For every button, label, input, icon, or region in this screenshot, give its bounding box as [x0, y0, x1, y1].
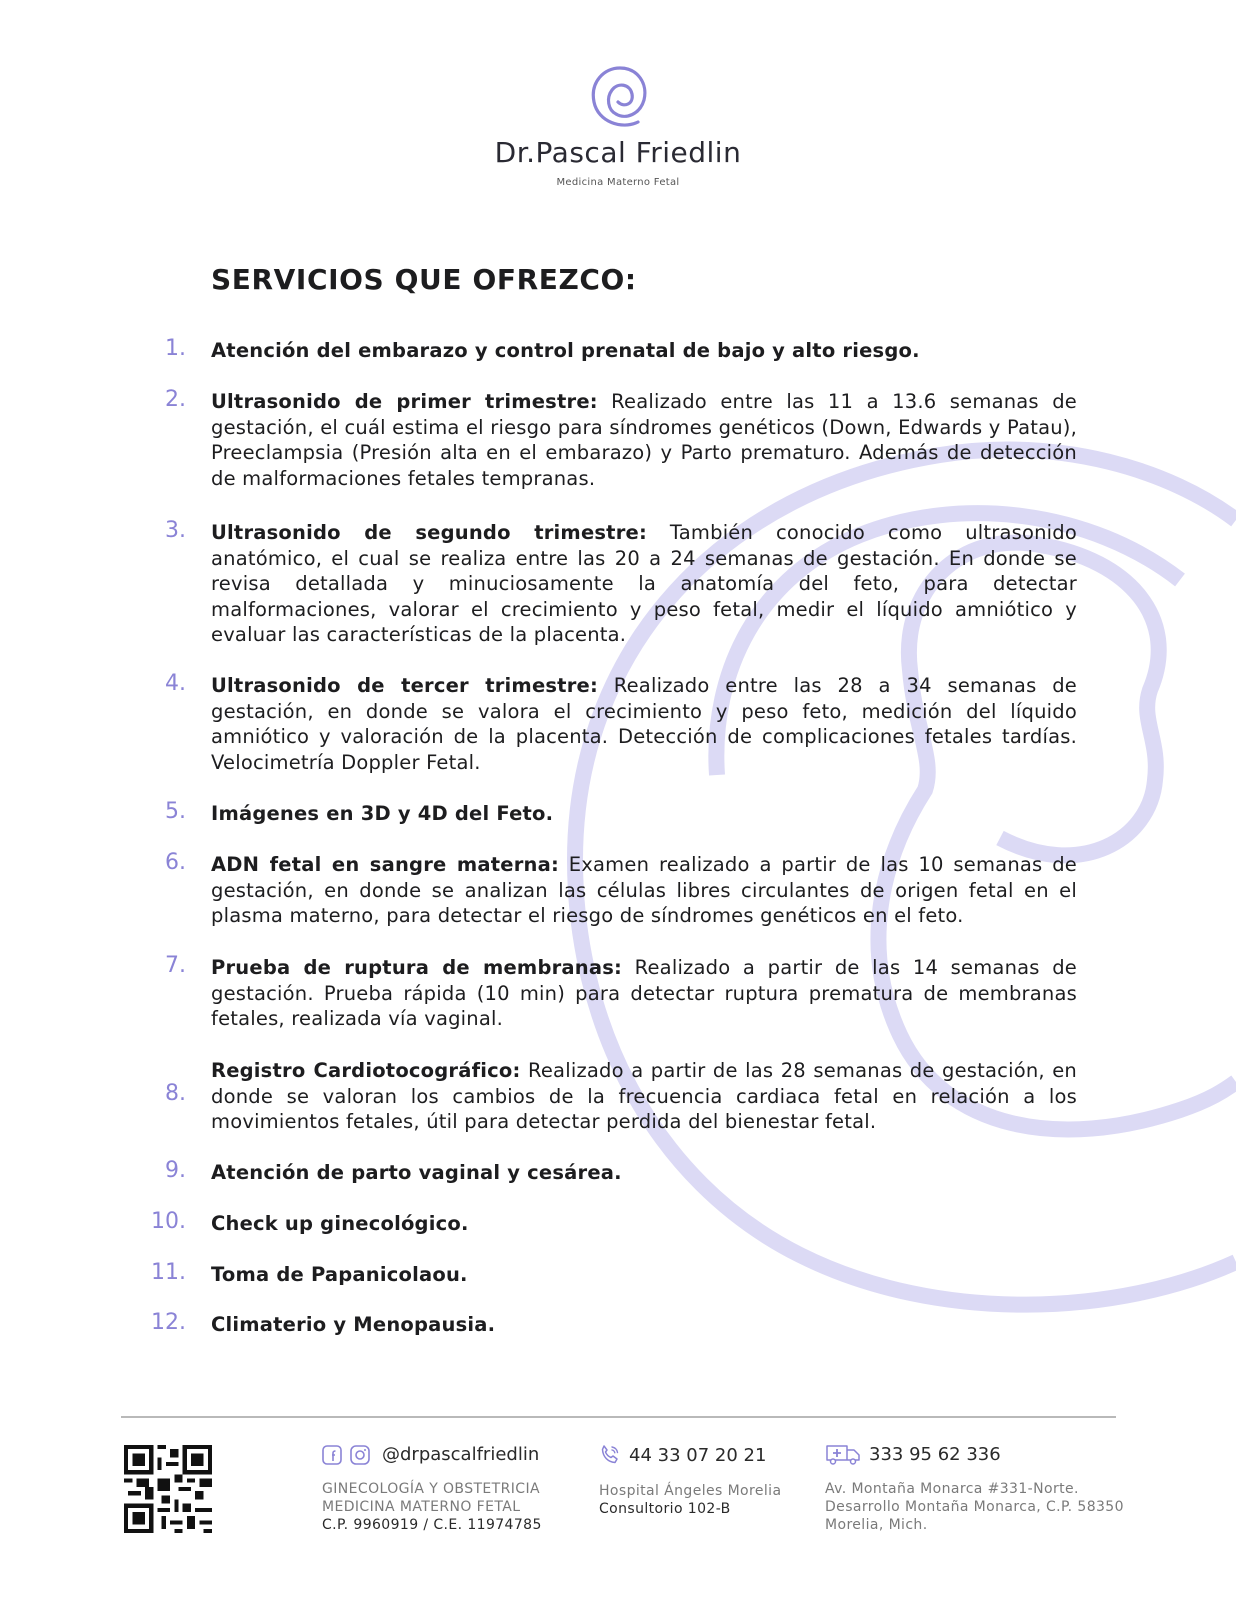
- service-description: Examen realizado a partir de las 10 semanas de gestación, en donde se analizan las células libres circulantes de origen fetal en el plasma materno, para detectar el riesgo de síndromes genéticos en el feto.: [211, 853, 1077, 927]
- service-description: Realizado a partir de las 14 semanas de gestación. Prueba rápida (10 min) para detectar ruptura prematura de membranas fetales, realizada vía vaginal.: [211, 956, 1077, 1030]
- emergency-phone[interactable]: 333 95 62 336: [869, 1443, 1001, 1465]
- specialty-block: [322, 1480, 542, 1534]
- address-line: Morelia, Mich.: [825, 1517, 928, 1533]
- service-number: 6.: [165, 850, 186, 875]
- service-number: 12.: [151, 1310, 186, 1335]
- service-heading: Ultrasonido de tercer trimestre:: [211, 674, 598, 697]
- service-number: 7.: [165, 953, 186, 978]
- service-number: 3.: [165, 518, 186, 543]
- address-block: [825, 1480, 1124, 1534]
- service-description: Realizado entre las 28 a 34 semanas de gestación, en donde se valora el crecimiento y peso feto, medición del líquido amniótico y valoración de la placenta. Detección de complicaciones fetales tardías. Velocimetría Doppler Fetal.: [211, 674, 1077, 774]
- logo-spiral-icon: [582, 62, 654, 134]
- service-text: [211, 338, 1077, 364]
- service-heading: Climaterio y Menopausia.: [211, 1313, 496, 1336]
- service-text: [211, 1262, 1077, 1288]
- service-description: También conocido como ultrasonido anatómico, el cual se realiza entre las 20 a 24 semanas de gestación. En donde se revisa detallada y minuciosamente la anatomía del feto, para detectar malformaciones, valorar el crecimiento y peso fetal, medir el líquido amniótico y evaluar las características de la placenta.: [211, 521, 1077, 646]
- office-number: Consultorio 102-B: [599, 1501, 731, 1517]
- service-description: Realizado a partir de las 28 semanas de gestación, en donde se valoran los cambios de la frecuencia cardiaca fetal en relación a los movimientos fetales, útil para detectar perdida del bienestar fetal.: [211, 1059, 1077, 1133]
- specialty-line: GINECOLOGÍA Y OBSTETRICIA: [322, 1481, 540, 1497]
- header: [0, 62, 1236, 188]
- instagram-icon[interactable]: [350, 1445, 370, 1465]
- service-heading: Prueba de ruptura de membranas:: [211, 956, 623, 979]
- service-number: 1.: [165, 336, 186, 361]
- footer-divider: [121, 1416, 1116, 1418]
- phone-row: [599, 1444, 766, 1466]
- service-text: [211, 1211, 1077, 1237]
- address-line: Av. Montaña Monarca #331-Norte.: [825, 1481, 1079, 1497]
- footer: [0, 1440, 1236, 1600]
- service-number: 5.: [165, 799, 186, 824]
- hospital-name: Hospital Ángeles Morelia: [599, 1483, 782, 1499]
- service-heading: Ultrasonido de segundo trimestre:: [211, 521, 647, 544]
- service-number: 10.: [151, 1209, 186, 1234]
- qr-code: [124, 1445, 212, 1533]
- service-number: 4.: [165, 671, 186, 696]
- service-text: [211, 801, 1077, 827]
- service-number: 11.: [151, 1260, 186, 1285]
- facebook-icon[interactable]: [322, 1445, 342, 1465]
- service-heading: Ultrasonido de primer trimestre:: [211, 390, 598, 413]
- page-title: SERVICIOS QUE OFREZCO:: [211, 263, 637, 296]
- social-row: [322, 1444, 539, 1465]
- emergency-row: [825, 1442, 1001, 1466]
- service-text: [211, 673, 1077, 775]
- ambulance-icon: [825, 1442, 861, 1466]
- service-text: [211, 1160, 1077, 1186]
- service-heading: Atención de parto vaginal y cesárea.: [211, 1161, 622, 1184]
- service-number: 9.: [165, 1158, 186, 1183]
- service-number: 8.: [165, 1081, 186, 1106]
- service-text: [211, 955, 1077, 1032]
- service-text: [211, 389, 1077, 491]
- service-text: [211, 520, 1077, 648]
- service-text: [211, 1058, 1077, 1135]
- service-heading: Atención del embarazo y control prenatal de bajo y alto riesgo.: [211, 339, 920, 362]
- social-handle[interactable]: @drpascalfriedlin: [382, 1444, 540, 1465]
- service-heading: ADN fetal en sangre materna:: [211, 853, 559, 876]
- service-number: 2.: [165, 387, 186, 412]
- address-line: Desarrollo Montaña Monarca, C.P. 58350: [825, 1499, 1124, 1515]
- service-heading: Check up ginecológico.: [211, 1212, 469, 1235]
- service-heading: Imágenes en 3D y 4D del Feto.: [211, 802, 554, 825]
- specialty-line: MEDICINA MATERNO FETAL: [322, 1499, 521, 1515]
- brand-name: Dr.Pascal Friedlin: [494, 136, 742, 169]
- service-heading: Toma de Papanicolaou.: [211, 1263, 468, 1286]
- service-text: [211, 1312, 1077, 1338]
- service-text: [211, 852, 1077, 929]
- license-numbers: C.P. 9960919 / C.E. 11974785: [322, 1517, 542, 1533]
- service-description: Realizado entre las 11 a 13.6 semanas de gestación, el cuál estima el riesgo para síndromes genéticos (Down, Edwards y Patau), Preeclampsia (Presión alta en el embarazo) y Parto prematuro. Además de detección de malformaciones fetales tempranas.: [211, 390, 1077, 490]
- service-heading: Registro Cardiotocográfico:: [211, 1059, 521, 1082]
- hospital-block: [599, 1482, 781, 1518]
- phone-icon: [599, 1444, 621, 1466]
- brand-subtitle: Medicina Materno Fetal: [556, 177, 680, 188]
- phone-number[interactable]: 44 33 07 20 21: [629, 1444, 767, 1466]
